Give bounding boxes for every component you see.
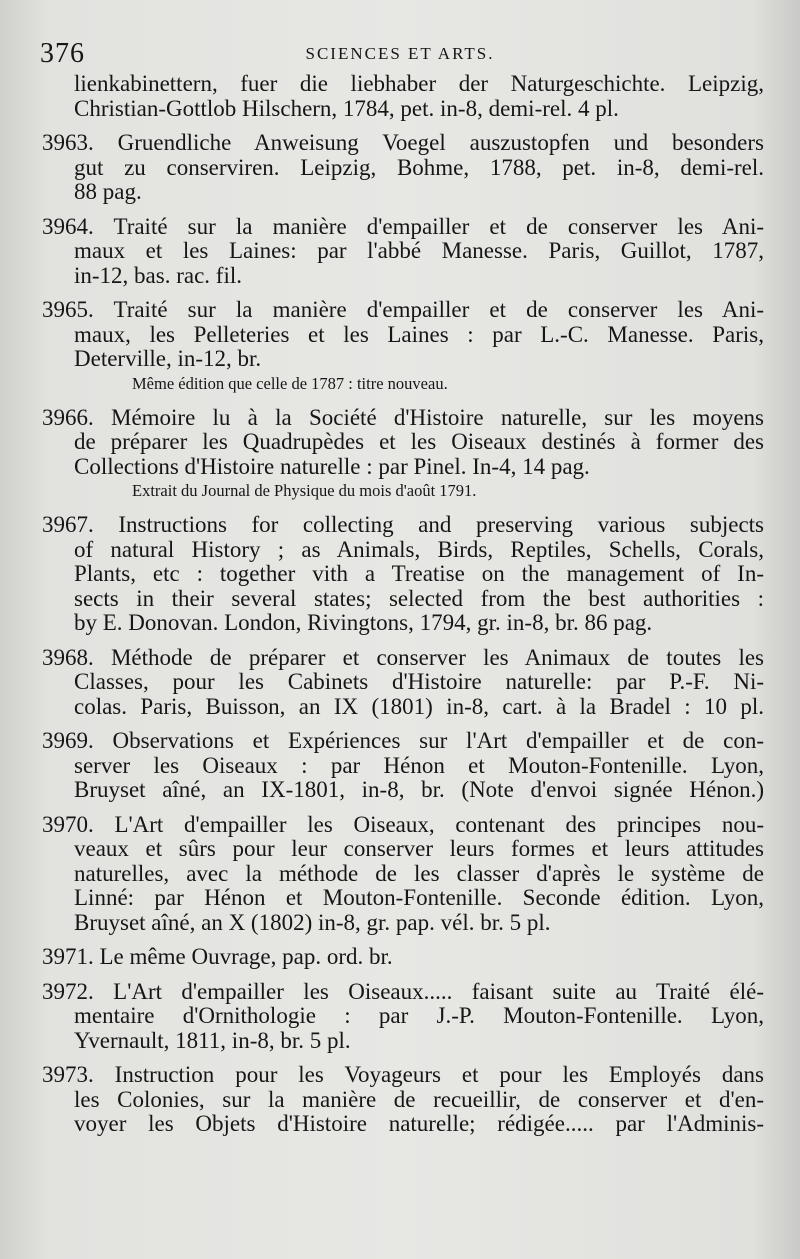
entry-line: 3964. Traité sur la manière d'empailler et de conserver les Ani- [42,213,764,239]
entry-line: Bruyset aîné, an X (1802) in-8, gr. pap. vél. br. 5 pl. [74,909,551,935]
catalog-entries [42,72,764,1137]
catalog-entry [42,215,764,289]
catalog-entry [42,980,764,1054]
entry-line: 3971. Le même Ouvrage, pap. ord. br. [42,944,393,969]
catalog-entry [42,646,764,720]
entry-line: mentaire d'Ornithologie : par J.-P. Mouton-Fontenille. Lyon, [74,1003,764,1028]
entry-line: Classes, pour les Cabinets d'Histoire naturelle: par P.-F. Ni- [74,669,764,694]
entry-line: 3972. L'Art d'empailler les Oiseaux..... faisant suite au Traité élé- [42,978,764,1004]
catalog-entry [42,945,764,970]
entry-line: server les Oiseaux : par Hénon et Mouton-Fontenille. Lyon, [74,752,764,778]
entry-line: Linné: par Hénon et Mouton-Fontenille. Seconde édition. Lyon, [74,885,764,910]
entry-line: Bruyset aîné, an IX-1801, in-8, br. (Note d'envoi signée Hénon.) [74,777,764,802]
entry-line: 3970. L'Art d'empailler les Oiseaux, contenant des principes nou- [42,811,764,837]
entry-line: 3973. Instruction pour les Voyageurs et pour les Employés dans [42,1062,764,1087]
entry-line: Collections d'Histoire naturelle : par Pinel. In-4, 14 pag. [74,453,590,479]
catalog-entry [42,813,764,936]
entry-line: maux, les Pelleteries et les Laines : par L.-C. Manesse. Paris, [74,321,764,347]
entry-line: les Colonies, sur la manière de recueillir, de conserver et d'en- [74,1086,764,1112]
catalog-entry [42,298,764,396]
entry-note: Extrait du Journal de Physique du mois d'août 1791. [132,481,477,500]
entry-line: Deterville, in-12, br. [74,346,262,371]
entry-line: 3969. Observations et Expériences sur l'Art d'empailler et de con- [42,728,764,753]
catalog-entry [42,1063,764,1137]
catalog-entry [42,406,764,504]
entry-line: lienkabinettern, fuer die liebhaber der Naturgeschichte. Leipzig, [74,71,764,96]
entry-line: voyer les Objets d'Histoire naturelle; rédigée..... par l'Adminis- [74,1111,764,1136]
catalog-entry [42,729,764,803]
entry-line: colas. Paris, Buisson, an IX (1801) in-8, cart. à la Bradel : 10 pl. [74,693,764,719]
entry-line: veaux et sûrs pour leur conserver leurs formes et leurs attitudes [74,836,764,861]
running-head: SCIENCES ET ARTS. [305,44,495,63]
entry-line: 88 pag. [74,179,142,204]
entry-line: maux et les Laines: par l'abbé Manesse. Paris, Guillot, 1787, [74,238,764,263]
catalog-entry [42,131,764,205]
page-header [40,30,760,70]
page-number: 376 [40,38,85,69]
entry-line: 3966. Mémoire lu à la Société d'Histoire naturelle, sur les moyens [42,404,764,430]
entry-note: Même édition que celle de 1787 : titre nouveau. [132,373,448,393]
entry-line: of natural History ; as Animals, Birds, Reptiles, Schells, Corals, [74,536,764,562]
entry-line: 3963. Gruendliche Anweisung Voegel auszustopfen und besonders [42,130,764,155]
entry-line: naturelles, avec la méthode de les classer d'après le système de [74,860,764,886]
entry-line: 3965. Traité sur la manière d'empailler et de conserver les Ani- [42,297,764,322]
entry-line: Yvernault, 1811, in-8, br. 5 pl. [74,1027,351,1053]
entry-line: by E. Donovan. London, Rivingtons, 1794, gr. in-8, br. 86 pag. [74,610,653,635]
entry-line: Plants, etc : together vith a Treatise on the management of In- [74,561,764,586]
entry-line: de préparer les Quadrupèdes et les Oiseaux destinés à former des [74,429,764,454]
entry-line: in-12, bas. rac. fil. [74,262,242,288]
entry-line: 3967. Instructions for collecting and preserving various subjects [42,512,764,537]
catalog-entry [42,72,764,121]
entry-line: 3968. Méthode de préparer et conserver les Animaux de toutes les [42,644,764,670]
catalog-entry [42,513,764,636]
entry-line: sects in their several states; selected from the best authorities : [74,585,764,611]
entry-line: gut zu conserviren. Leipzig, Bohme, 1788, pet. in-8, demi-rel. [74,154,764,180]
entry-line: Christian-Gottlob Hilschern, 1784, pet. in-8, demi-rel. 4 pl. [74,95,619,121]
